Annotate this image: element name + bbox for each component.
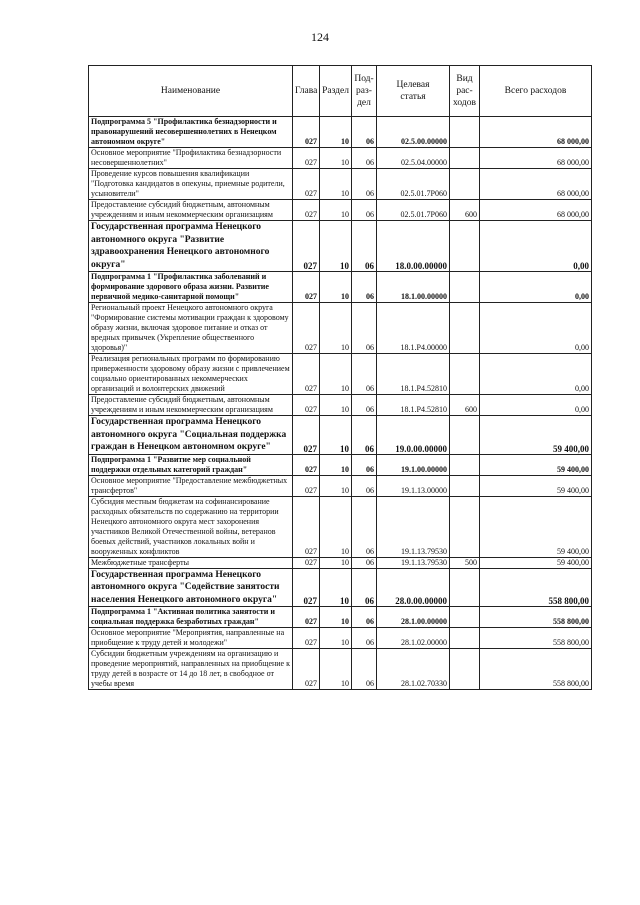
cell-celevaya: 02.5.00.00000 — [377, 117, 450, 148]
cell-glava: 027 — [293, 303, 320, 354]
header-glava: Глава — [293, 66, 320, 117]
cell-razdel: 10 — [320, 200, 352, 221]
cell-glava: 027 — [293, 416, 320, 455]
cell-vid — [450, 416, 480, 455]
cell-name: Подпрограмма 1 "Профилактика заболеваний и формирование здорового образа жизни. Развитие первичной медико-санитарной помощи" — [89, 272, 293, 303]
table-row — [89, 454, 592, 475]
cell-podrazdel: 06 — [352, 117, 377, 148]
cell-celevaya: 18.1.Р4.52810 — [377, 354, 450, 395]
header-podrazdel: Под- раз- дел — [352, 66, 377, 117]
cell-total: 0,00 — [480, 395, 592, 416]
cell-vid — [450, 568, 480, 607]
cell-glava: 027 — [293, 395, 320, 416]
cell-total: 0,00 — [480, 354, 592, 395]
cell-vid: 500 — [450, 557, 480, 568]
cell-vid — [450, 117, 480, 148]
cell-glava: 027 — [293, 607, 320, 628]
cell-celevaya: 18.0.00.00000 — [377, 221, 450, 272]
cell-razdel: 10 — [320, 148, 352, 169]
cell-razdel: 10 — [320, 454, 352, 475]
cell-total: 59 400,00 — [480, 496, 592, 557]
cell-name: Региональный проект Ненецкого автономного округа "Формирование системы мотивации граждан к здоровому образу жизни, включая здоровое питание и отказ от вредных привычек (Укрепление общественного здоровья)" — [89, 303, 293, 354]
cell-celevaya: 19.1.13.79530 — [377, 557, 450, 568]
cell-glava: 027 — [293, 557, 320, 568]
cell-razdel: 10 — [320, 557, 352, 568]
cell-name: Межбюджетные трансферты — [89, 557, 293, 568]
table-row — [89, 496, 592, 557]
cell-vid: 600 — [450, 200, 480, 221]
cell-celevaya: 19.1.13.00000 — [377, 475, 450, 496]
cell-glava: 027 — [293, 148, 320, 169]
cell-total: 68 000,00 — [480, 169, 592, 200]
cell-celevaya: 28.1.02.00000 — [377, 628, 450, 649]
cell-celevaya: 28.1.00.00000 — [377, 607, 450, 628]
cell-podrazdel: 06 — [352, 568, 377, 607]
table-row — [89, 395, 592, 416]
cell-name: Основное мероприятие "Мероприятия, направленные на приобщение к труду детей и молодежи" — [89, 628, 293, 649]
cell-podrazdel: 06 — [352, 221, 377, 272]
cell-glava: 027 — [293, 454, 320, 475]
page-number: 124 — [311, 30, 329, 44]
cell-razdel: 10 — [320, 628, 352, 649]
cell-podrazdel: 06 — [352, 272, 377, 303]
cell-vid — [450, 148, 480, 169]
cell-podrazdel: 06 — [352, 303, 377, 354]
cell-celevaya: 28.0.00.00000 — [377, 568, 450, 607]
cell-name: Подпрограмма 1 "Активная политика занятости и социальная поддержка безработных граждан" — [89, 607, 293, 628]
cell-vid — [450, 475, 480, 496]
table-row — [89, 200, 592, 221]
cell-podrazdel: 06 — [352, 628, 377, 649]
cell-name: Проведение курсов повышения квалификации "Подготовка кандидатов в опекуны, приемные родители, усыновители" — [89, 169, 293, 200]
cell-podrazdel: 06 — [352, 607, 377, 628]
cell-total: 59 400,00 — [480, 557, 592, 568]
cell-vid — [450, 272, 480, 303]
cell-podrazdel: 06 — [352, 649, 377, 690]
cell-podrazdel: 06 — [352, 416, 377, 455]
table-row — [89, 557, 592, 568]
cell-razdel: 10 — [320, 607, 352, 628]
table-row — [89, 628, 592, 649]
cell-glava: 027 — [293, 496, 320, 557]
cell-vid — [450, 607, 480, 628]
cell-total: 558 800,00 — [480, 568, 592, 607]
cell-podrazdel: 06 — [352, 557, 377, 568]
cell-celevaya: 02.5.01.7Р060 — [377, 169, 450, 200]
table-row — [89, 607, 592, 628]
cell-name: Подпрограмма 5 "Профилактика безнадзорности и правонарушений несовершеннолетних в Ненецком автономном округе" — [89, 117, 293, 148]
cell-glava: 027 — [293, 475, 320, 496]
cell-total: 0,00 — [480, 303, 592, 354]
header-row — [89, 66, 592, 117]
cell-glava: 027 — [293, 117, 320, 148]
cell-name: Субсидия местным бюджетам на софинансирование расходных обязательств по содержанию на территории Ненецкого автономного округа мест захоронения участников Великой Отечественной войны, ветеранов боевых действий, участников локальных войн и вооруженных конфликтов — [89, 496, 293, 557]
table-row — [89, 169, 592, 200]
cell-glava: 027 — [293, 169, 320, 200]
cell-glava: 027 — [293, 272, 320, 303]
cell-razdel: 10 — [320, 272, 352, 303]
header-name: Наименование — [89, 66, 293, 117]
cell-razdel: 10 — [320, 169, 352, 200]
cell-name: Государственная программа Ненецкого автономного округа "Развитие здравоохранения Ненецкого автономного округа" — [89, 221, 293, 272]
cell-razdel: 10 — [320, 303, 352, 354]
cell-total: 59 400,00 — [480, 454, 592, 475]
cell-glava: 027 — [293, 568, 320, 607]
header-razdel: Раздел — [320, 66, 352, 117]
cell-celevaya: 18.1.Р4.00000 — [377, 303, 450, 354]
cell-podrazdel: 06 — [352, 395, 377, 416]
cell-vid — [450, 221, 480, 272]
cell-name: Государственная программа Ненецкого автономного округа "Содействие занятости населения Ненецкого автономного округа" — [89, 568, 293, 607]
cell-name: Основное мероприятие "Предоставление межбюджетных трансфертов" — [89, 475, 293, 496]
cell-vid: 600 — [450, 395, 480, 416]
cell-razdel: 10 — [320, 568, 352, 607]
cell-vid — [450, 628, 480, 649]
table-row — [89, 148, 592, 169]
header-celevaya: Целевая статья — [377, 66, 450, 117]
cell-razdel: 10 — [320, 117, 352, 148]
budget-body — [89, 117, 592, 690]
cell-razdel: 10 — [320, 649, 352, 690]
cell-podrazdel: 06 — [352, 475, 377, 496]
cell-podrazdel: 06 — [352, 148, 377, 169]
cell-razdel: 10 — [320, 221, 352, 272]
cell-glava: 027 — [293, 628, 320, 649]
cell-vid — [450, 649, 480, 690]
cell-total: 68 000,00 — [480, 200, 592, 221]
cell-razdel: 10 — [320, 354, 352, 395]
cell-podrazdel: 06 — [352, 169, 377, 200]
cell-total: 558 800,00 — [480, 607, 592, 628]
cell-podrazdel: 06 — [352, 496, 377, 557]
cell-name: Государственная программа Ненецкого автономного округа "Социальная поддержка граждан в Ненецком автономном округе" — [89, 416, 293, 455]
header-vid: Вид рас- ходов — [450, 66, 480, 117]
cell-celevaya: 02.5.01.7Р060 — [377, 200, 450, 221]
cell-total: 558 800,00 — [480, 628, 592, 649]
cell-podrazdel: 06 — [352, 454, 377, 475]
cell-vid — [450, 454, 480, 475]
cell-total: 0,00 — [480, 221, 592, 272]
cell-vid — [450, 169, 480, 200]
cell-total: 68 000,00 — [480, 117, 592, 148]
cell-name: Основное мероприятие "Профилактика безнадзорности несовершеннолетних" — [89, 148, 293, 169]
table-row — [89, 416, 592, 455]
cell-celevaya: 19.1.00.00000 — [377, 454, 450, 475]
cell-razdel: 10 — [320, 475, 352, 496]
cell-vid — [450, 496, 480, 557]
table-row — [89, 475, 592, 496]
cell-razdel: 10 — [320, 395, 352, 416]
table-row — [89, 272, 592, 303]
cell-celevaya: 18.1.Р4.52810 — [377, 395, 450, 416]
cell-total: 558 800,00 — [480, 649, 592, 690]
cell-vid — [450, 354, 480, 395]
cell-glava: 027 — [293, 221, 320, 272]
cell-total: 59 400,00 — [480, 416, 592, 455]
cell-total: 59 400,00 — [480, 475, 592, 496]
cell-total: 68 000,00 — [480, 148, 592, 169]
cell-name: Предоставление субсидий бюджетным, автономным учреждениям и иным некоммерческим организациям — [89, 200, 293, 221]
cell-celevaya: 18.1.00.00000 — [377, 272, 450, 303]
cell-vid — [450, 303, 480, 354]
cell-glava: 027 — [293, 354, 320, 395]
cell-glava: 027 — [293, 200, 320, 221]
cell-name: Подпрограмма 1 "Развитие мер социальной поддержки отдельных категорий граждан" — [89, 454, 293, 475]
cell-razdel: 10 — [320, 416, 352, 455]
cell-podrazdel: 06 — [352, 200, 377, 221]
table-row — [89, 354, 592, 395]
cell-razdel: 10 — [320, 496, 352, 557]
cell-podrazdel: 06 — [352, 354, 377, 395]
budget-table — [88, 65, 592, 690]
table-row — [89, 649, 592, 690]
cell-name: Реализация региональных программ по формированию приверженности здоровому образу жизни с привлечением социально ориентированных некоммерческих организаций и волонтерских движений — [89, 354, 293, 395]
cell-total: 0,00 — [480, 272, 592, 303]
cell-celevaya: 02.5.04.00000 — [377, 148, 450, 169]
header-total: Всего расходов — [480, 66, 592, 117]
cell-name: Субсидии бюджетным учреждениям на организацию и проведение мероприятий, направленных на приобщение к труду детей в возрасте от 14 до 18 лет, в свободное от учебы время — [89, 649, 293, 690]
table-row — [89, 117, 592, 148]
table-row — [89, 568, 592, 607]
table-row — [89, 303, 592, 354]
cell-glava: 027 — [293, 649, 320, 690]
cell-celevaya: 28.1.02.70330 — [377, 649, 450, 690]
cell-celevaya: 19.0.00.00000 — [377, 416, 450, 455]
cell-celevaya: 19.1.13.79530 — [377, 496, 450, 557]
cell-name: Предоставление субсидий бюджетным, автономным учреждениям и иным некоммерческим организациям — [89, 395, 293, 416]
table-row — [89, 221, 592, 272]
